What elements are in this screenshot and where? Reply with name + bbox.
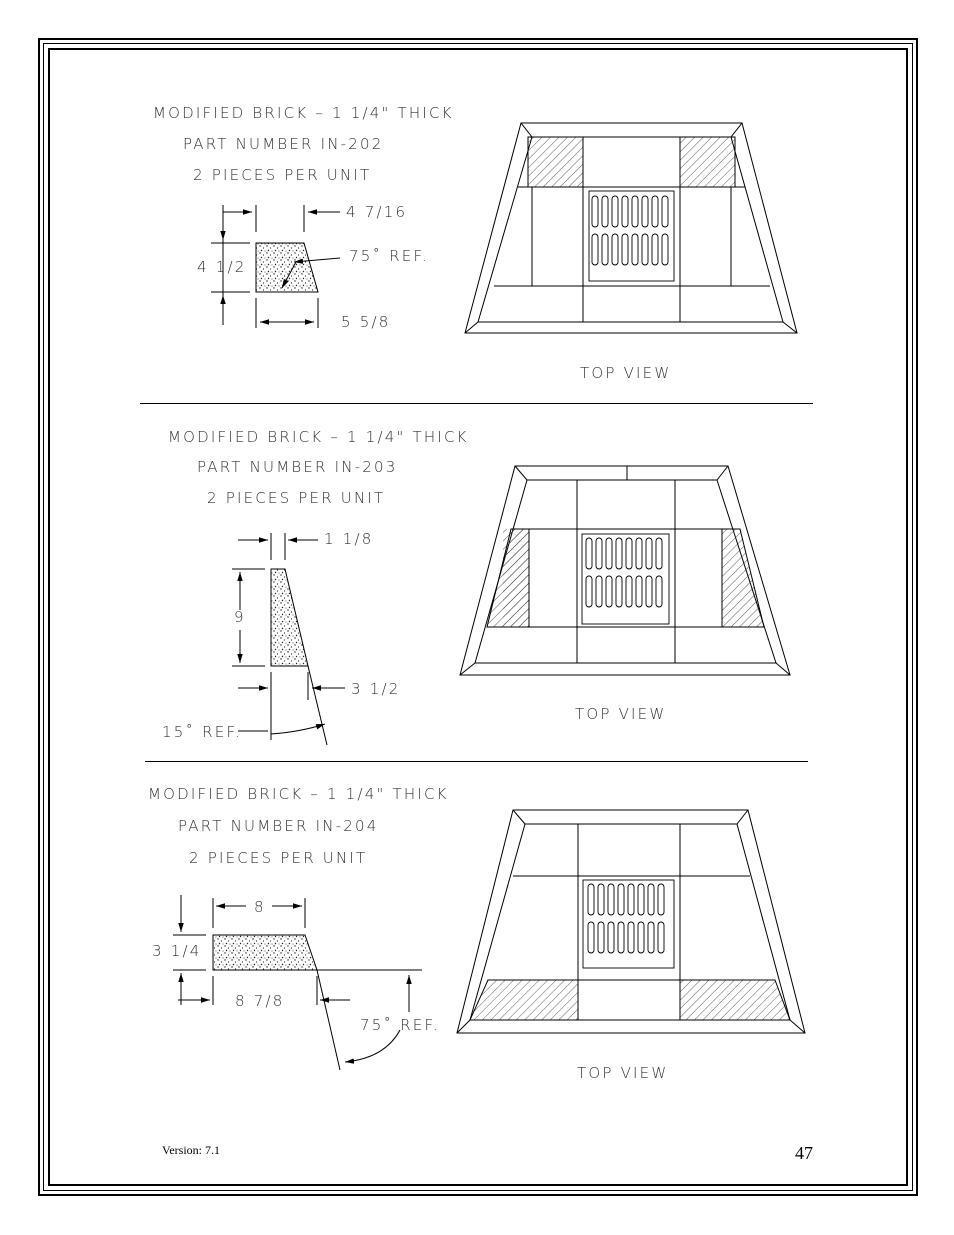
section-1-view-label: TOP VIEW xyxy=(580,364,672,382)
section-2-title: MODIFIED BRICK – 1 1/4" THICK xyxy=(168,428,469,446)
section-1-part-number: PART NUMBER IN-202 xyxy=(183,135,384,153)
section-2-dim-top: 1 1/8 xyxy=(324,530,374,548)
section-1-dim-height: 4 1/2 xyxy=(197,258,247,276)
section-2-brick-detail xyxy=(232,533,345,745)
section-1-brick-shape xyxy=(256,243,318,292)
footer-version: Version: 7.1 xyxy=(162,1143,220,1157)
section-3-top-view xyxy=(457,810,805,1033)
section-2-quantity: 2 PIECES PER UNIT xyxy=(207,489,386,507)
section-1-dim-bottom: 5 5/8 xyxy=(341,313,391,331)
section-3-dim-bottom: 8 7/8 xyxy=(235,992,285,1010)
section-1-dim-angle: 75˚ REF. xyxy=(349,247,429,265)
section-3-dim-height: 3 1/4 xyxy=(152,942,202,960)
section-1-dim-top: 4 7/16 xyxy=(346,203,408,221)
section-3-grate xyxy=(583,880,674,968)
section-2-brick-shape xyxy=(271,569,308,666)
section-1-brick-detail xyxy=(211,205,340,328)
page-number: 47 xyxy=(795,1143,813,1163)
section-3-quantity: 2 PIECES PER UNIT xyxy=(189,849,368,867)
section-2-grate xyxy=(582,534,669,624)
section-3-brick-detail xyxy=(173,895,422,1070)
section-2-top-view xyxy=(460,466,790,675)
section-3-title: MODIFIED BRICK – 1 1/4" THICK xyxy=(148,785,449,803)
section-3-dim-angle: 75˚ REF. xyxy=(360,1016,440,1034)
section-2-view-label: TOP VIEW xyxy=(575,705,667,723)
section-2-dim-angle: 15˚ REF. xyxy=(162,723,242,741)
section-2-dim-bottom: 3 1/2 xyxy=(351,680,401,698)
section-3-part-number: PART NUMBER IN-204 xyxy=(178,817,379,835)
section-3-brick-shape xyxy=(213,935,317,970)
section-1-title: MODIFIED BRICK – 1 1/4" THICK xyxy=(153,104,454,122)
section-1-top-view xyxy=(465,123,797,333)
section-3-view-label: TOP VIEW xyxy=(577,1064,669,1082)
section-2-part-number: PART NUMBER IN-203 xyxy=(197,458,398,476)
section-1-quantity: 2 PIECES PER UNIT xyxy=(193,166,372,184)
section-2-dim-height: 9 xyxy=(234,608,246,626)
section-1-grate xyxy=(589,191,674,281)
section-3-dim-top: 8 xyxy=(254,898,266,916)
